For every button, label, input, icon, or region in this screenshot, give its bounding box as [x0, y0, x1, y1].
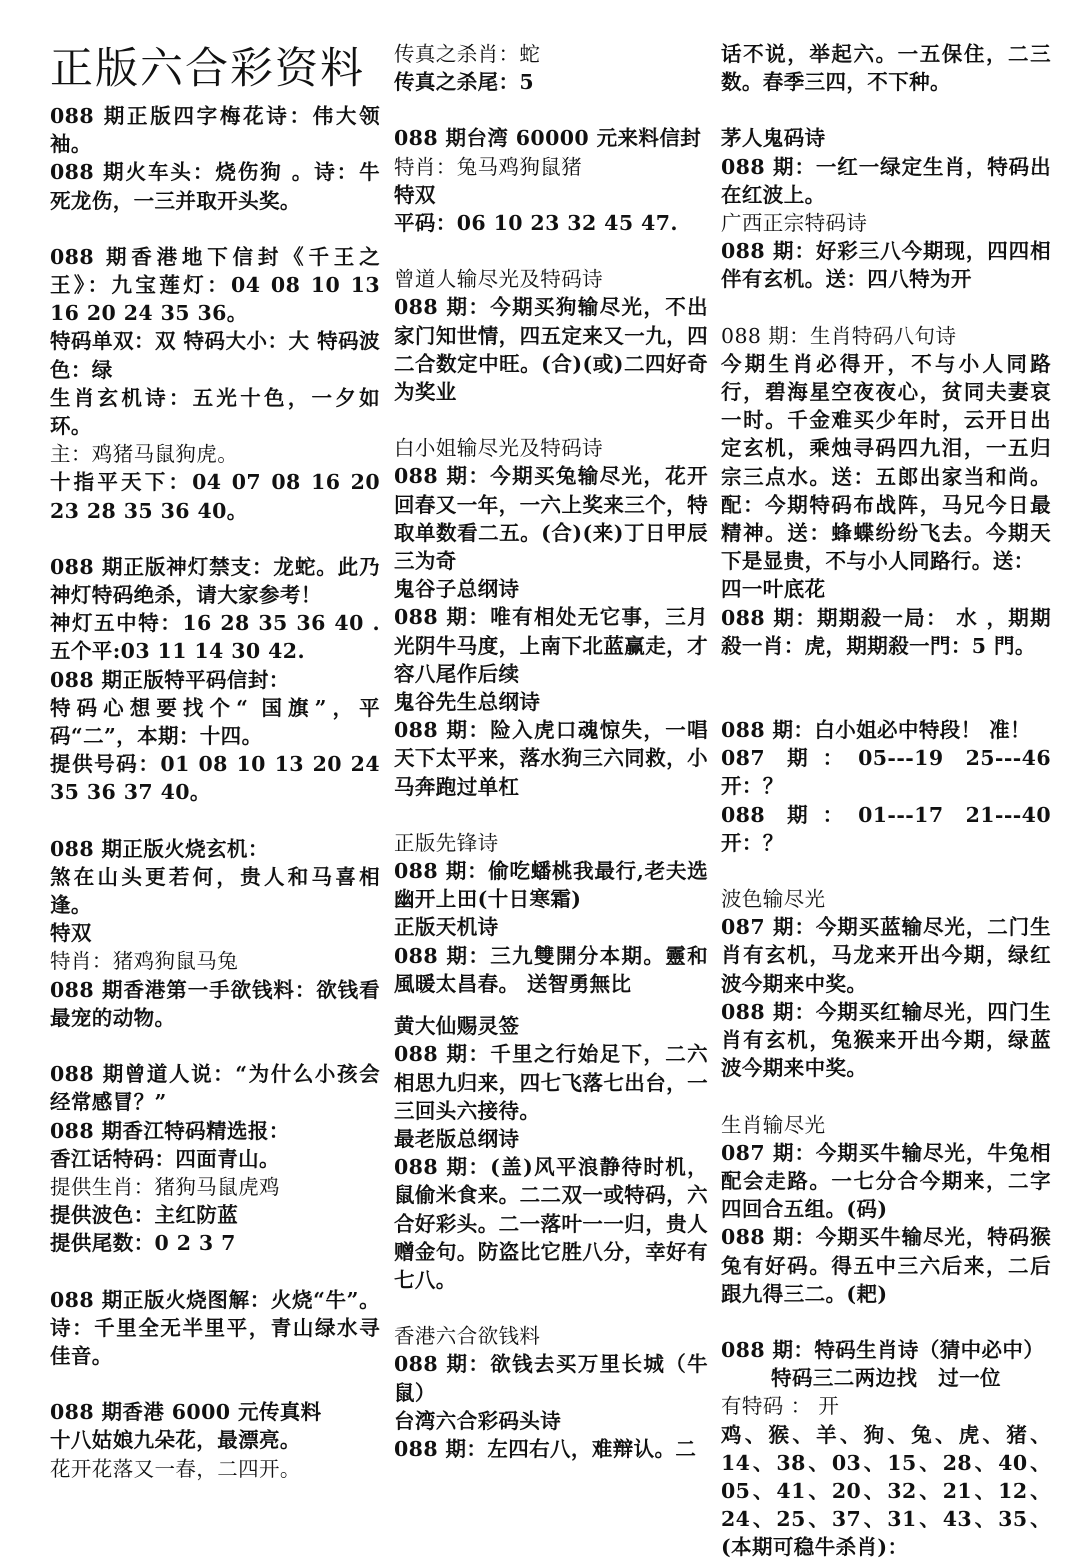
- text-line: 话不说，举起六。一五保住，二三数。春季三四，不下种。: [721, 42, 1051, 95]
- text-line: 特码心想要找个“ 国旗”，平码“二”，本期：十四。: [50, 695, 380, 749]
- text-line: 提供尾数：0 2 3 7: [50, 1231, 236, 1256]
- section-heading: 最老版总纲诗: [394, 1126, 520, 1151]
- text-line: 088 期火车头：烧伤狗 。诗：牛死龙伤，一三并取开头奖。: [50, 160, 380, 213]
- section-heading: 波色输尽光: [721, 887, 826, 912]
- text-line: 主：鸡猪马鼠狗虎。: [50, 442, 239, 467]
- page-title: 正版六合彩资料: [50, 44, 365, 94]
- text-line: 088 期：欲钱去买万里长城（牛鼠）: [394, 1352, 708, 1405]
- text-line: 神灯五中特：16 28 35 36 40 .五个平:03 11 14 30 42.: [50, 611, 380, 664]
- text-line: 特肖：兔马鸡狗鼠猪: [394, 154, 583, 179]
- text-line: 088 期：千里之行始足下，二六相思九归来，四七飞落七出台，一三回头六接待。: [394, 1042, 708, 1123]
- text-line: 088 期：偷吃蟠桃我最行,老夫选幽开上田(十日寒霜): [394, 859, 708, 912]
- text-line: 鸡、猴、羊、狗、兔、虎、猪、14、38、03、15、28、40、05、41、20、32、21、12、24、25、37、31、43、35、(本期可稳牛杀肖)：: [721, 1422, 1051, 1560]
- text-line: 088 期香江特码精选报：: [50, 1118, 290, 1143]
- text-line: 088 期台湾 60000 元来料信封: [394, 126, 702, 151]
- text-line: 088 期：今期买兔输尽光，花开回春又一年，一六上奖来三个，特取单数看二五。(合)(来)丁日甲辰三为奇: [394, 464, 708, 574]
- text-line: 088 期：唯有相处无它事，三月光阴牛马度，上南下北蓝赢走，才容八尾作后续: [394, 605, 708, 686]
- text-line: 088 期：左四右八，难辩认。二: [394, 1436, 697, 1461]
- text-line: 088 期：今期买红输尽光，四门生肖有玄机，兔猴来开出今期，绿蓝波今期来中奖。: [721, 999, 1051, 1081]
- text-line: 088 期：白小姐必中特段！ 准！: [721, 718, 1031, 743]
- text-line: 088 期香港地下信封《千王之王》：九宝莲灯：04 08 10 13 16 20 24 35 36。: [50, 244, 380, 326]
- text-line: 生肖玄机诗：五光十色，一夕如环。: [50, 385, 380, 439]
- text-line: 花开花落又一春，二四开。: [50, 1456, 301, 1481]
- section-heading: 白小姐输尽光及特码诗: [394, 436, 603, 461]
- text-line: 088 期正版火烧图解：火烧“牛”。诗：千里全无半里平，青山绿水寻佳音。: [50, 1287, 380, 1368]
- text-line: 有特码 ： 开: [721, 1394, 840, 1419]
- text-line: 088 期：(盖)风平浪静待时机，鼠偷米食来。二二双一或特码，六合好彩头。二一落叶一一归，贵人赠金句。防盗比它胜八分，幸好有七八。: [394, 1155, 708, 1292]
- section-heading: 曾道人输尽光及特码诗: [394, 267, 603, 292]
- column-left: [50, 40, 380, 1527]
- text-line: 088 期：险入虎口魂惊失，一唱天下太平来，落水狗三六同救，小马奔跑过单杠: [394, 718, 708, 799]
- section-heading: 茅人鬼码诗: [721, 126, 826, 151]
- section-heading: 黄大仙赐灵签: [394, 1014, 520, 1039]
- text-line: 088 期正版神灯禁支：龙蛇。此乃神灯特码绝杀，请大家参考！: [50, 554, 380, 608]
- text-line: 088 期正版特平码信封：: [50, 667, 290, 692]
- text-line: 十八姑娘九朵花，最漂亮。: [50, 1428, 301, 1453]
- text-line: 088 期：今期买牛输尽光，特码猴兔有好码。得五中三六后来，二后跟九得三二。(耙): [721, 1225, 1051, 1306]
- column-middle: [394, 40, 708, 1527]
- text-line: 087 期：今期买蓝输尽光，二门生肖有玄机，马龙来开出今期，绿红波今期来中奖。: [721, 915, 1051, 996]
- text-line: 提供波色：主红防蓝: [50, 1203, 239, 1228]
- section-heading: 鬼谷先生总纲诗: [394, 690, 541, 715]
- section-heading: 香港六合欲钱料: [394, 1324, 541, 1349]
- text-line: 传真之杀尾：5: [394, 70, 535, 95]
- text-line: 特码单双：双 特码大小：大 特码波色：绿: [50, 329, 380, 382]
- text-line: 088 期：好彩三八今期现，四四相伴有玄机。送：四八特为开: [721, 239, 1051, 292]
- section-heading: 广西正宗特码诗: [721, 211, 868, 236]
- text-line: 特肖：猪鸡狗鼠马兔: [50, 949, 239, 974]
- text-line: 088 期：特码生肖诗（猜中必中）: [721, 1337, 1045, 1362]
- text-line: 香江话特码：四面青山。: [50, 1146, 280, 1171]
- text-line: 088 期：期期殺一局： 水 ，期期殺一肖：虎，期期殺一門：5 門。: [721, 605, 1051, 658]
- section-heading: 088 期：生肖特码八句诗: [721, 323, 957, 348]
- section-heading: 鬼谷子总纲诗: [394, 577, 520, 602]
- text-line: 特码三二两边找 过一位: [771, 1366, 1001, 1391]
- section-heading: 四一叶底花: [721, 577, 826, 602]
- text-line: 传真之杀肖：蛇: [394, 42, 541, 66]
- text-line: 提供号码：01 08 10 13 20 24 35 36 37 40。: [50, 752, 380, 805]
- text-line: 特双: [50, 921, 92, 946]
- text-line: 088 期：01---17 21---40 开：？: [721, 802, 1051, 855]
- text-line: 087 期：今期买牛输尽光，牛兔相配会走路。一七分合今期来，二字四回合五组。(码): [721, 1140, 1051, 1222]
- text-line: 煞在山头更若何，贵人和马喜相逢。: [50, 864, 380, 918]
- text-line: 088 期：三九雙開分本期。靈和風暖太昌春。 送智勇無比: [394, 943, 708, 996]
- text-line: 088 期正版四字梅花诗：伟大领袖。: [50, 104, 380, 157]
- column-right: [721, 40, 1051, 1560]
- text-line: 088 期：一红一绿定生肖，特码出在红波上。: [721, 154, 1051, 207]
- text-line: 088 期曾道人说：“为什么小孩会经常感冒？”: [50, 1062, 380, 1115]
- text-line: 十指平天下：04 07 08 16 20 23 28 35 36 40。: [50, 470, 380, 523]
- text-line: 088 期香港第一手欲钱料：欲钱看最宠的动物。: [50, 977, 380, 1030]
- text-line: 今期生肖必得开，不与小人同路行，碧海星空夜夜心，贫同夫妻哀一时。千金难买少年时，云开日出定玄机，乘烛寻码四九泪，一五归宗三点水。送：五郎出家当和尚。配：今期特码布战阵，马兄今日最精神。送：蜂蝶纷纷飞去。今期天下是显贵，不与小人同路行。送：: [721, 351, 1051, 574]
- section-heading: 台湾六合彩码头诗: [394, 1408, 562, 1433]
- text-line: 特双: [394, 182, 436, 207]
- text-line: 088 期：今期买狗输尽光，不出家门知世情，四五定来又一九，四二合数定中旺。(合)(或)二四好奇为奖业: [394, 295, 708, 405]
- text-line: 平码：06 10 23 32 45 47.: [394, 211, 678, 236]
- text-line: 088 期香港 6000 元传真料: [50, 1400, 322, 1425]
- text-line: 提供生肖：猪狗马鼠虎鸡: [50, 1174, 280, 1199]
- section-heading: 生肖输尽光: [721, 1112, 826, 1137]
- section-heading: 正版先锋诗: [394, 830, 499, 855]
- section-heading: 正版天机诗: [394, 915, 499, 940]
- text-line: 088 期正版火烧玄机：: [50, 836, 269, 861]
- text-line: 087 期：05---19 25---46 开：？: [721, 746, 1051, 799]
